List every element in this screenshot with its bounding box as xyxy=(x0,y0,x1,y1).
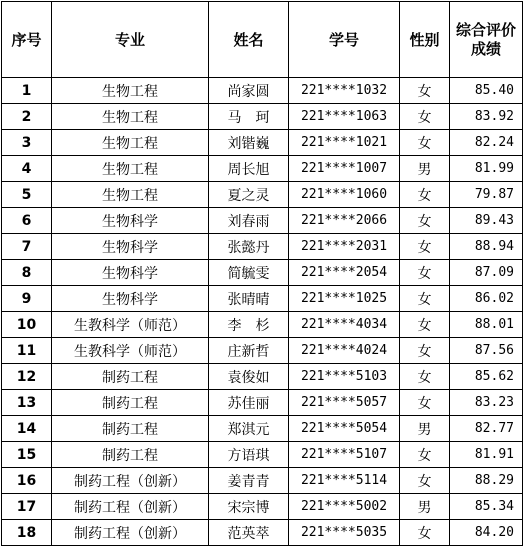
cell-name: 刘锴巍 xyxy=(209,130,289,156)
cell-seq: 8 xyxy=(2,260,52,286)
cell-gender: 男 xyxy=(400,416,450,442)
cell-score: 79.87 xyxy=(450,182,523,208)
cell-gender: 女 xyxy=(400,364,450,390)
cell-name: 苏佳丽 xyxy=(209,390,289,416)
cell-student-id: 221****5035 xyxy=(289,520,400,546)
cell-score: 82.77 xyxy=(450,416,523,442)
table-row xyxy=(2,390,523,416)
cell-gender: 女 xyxy=(400,260,450,286)
cell-gender: 女 xyxy=(400,208,450,234)
cell-gender: 女 xyxy=(400,78,450,104)
cell-gender: 女 xyxy=(400,234,450,260)
cell-seq: 7 xyxy=(2,234,52,260)
table-row xyxy=(2,208,523,234)
table-row xyxy=(2,182,523,208)
cell-seq: 11 xyxy=(2,338,52,364)
cell-major: 制药工程（创新） xyxy=(52,520,209,546)
cell-name: 李 杉 xyxy=(209,312,289,338)
cell-student-id: 221****5114 xyxy=(289,468,400,494)
cell-gender: 女 xyxy=(400,442,450,468)
cell-score: 87.09 xyxy=(450,260,523,286)
cell-score: 88.29 xyxy=(450,468,523,494)
table-row xyxy=(2,416,523,442)
table-row xyxy=(2,338,523,364)
cell-major: 制药工程 xyxy=(52,390,209,416)
cell-seq: 5 xyxy=(2,182,52,208)
cell-major: 生物科学 xyxy=(52,260,209,286)
cell-score: 81.99 xyxy=(450,156,523,182)
cell-student-id: 221****2031 xyxy=(289,234,400,260)
table-row xyxy=(2,520,523,546)
cell-major: 制药工程 xyxy=(52,442,209,468)
cell-major: 生物科学 xyxy=(52,234,209,260)
score-table xyxy=(1,1,523,546)
cell-name: 刘春雨 xyxy=(209,208,289,234)
header-row xyxy=(2,2,523,78)
table-row xyxy=(2,130,523,156)
cell-seq: 17 xyxy=(2,494,52,520)
cell-student-id: 221****5107 xyxy=(289,442,400,468)
cell-student-id: 221****2066 xyxy=(289,208,400,234)
table-row xyxy=(2,260,523,286)
cell-gender: 男 xyxy=(400,156,450,182)
cell-gender: 女 xyxy=(400,520,450,546)
cell-gender: 女 xyxy=(400,130,450,156)
table-row xyxy=(2,442,523,468)
cell-student-id: 221****5103 xyxy=(289,364,400,390)
cell-name: 袁俊如 xyxy=(209,364,289,390)
cell-score: 87.56 xyxy=(450,338,523,364)
cell-score: 85.62 xyxy=(450,364,523,390)
cell-score: 88.94 xyxy=(450,234,523,260)
cell-name: 尚家圆 xyxy=(209,78,289,104)
cell-name: 张懿丹 xyxy=(209,234,289,260)
table-row xyxy=(2,286,523,312)
table-row xyxy=(2,312,523,338)
cell-name: 夏之灵 xyxy=(209,182,289,208)
cell-major: 生教科学（师范） xyxy=(52,338,209,364)
cell-score: 88.01 xyxy=(450,312,523,338)
cell-name: 简毓雯 xyxy=(209,260,289,286)
cell-student-id: 221****4034 xyxy=(289,312,400,338)
cell-name: 宋宗博 xyxy=(209,494,289,520)
cell-gender: 男 xyxy=(400,494,450,520)
cell-seq: 16 xyxy=(2,468,52,494)
header-name: 姓名 xyxy=(209,2,289,78)
cell-name: 姜青青 xyxy=(209,468,289,494)
cell-major: 生物科学 xyxy=(52,286,209,312)
cell-name: 郑淇元 xyxy=(209,416,289,442)
cell-name: 范英萃 xyxy=(209,520,289,546)
cell-name: 周长旭 xyxy=(209,156,289,182)
cell-score: 84.20 xyxy=(450,520,523,546)
cell-student-id: 221****1032 xyxy=(289,78,400,104)
cell-student-id: 221****5057 xyxy=(289,390,400,416)
cell-major: 生物工程 xyxy=(52,78,209,104)
cell-seq: 15 xyxy=(2,442,52,468)
cell-student-id: 221****4024 xyxy=(289,338,400,364)
cell-major: 生教科学（师范） xyxy=(52,312,209,338)
cell-seq: 3 xyxy=(2,130,52,156)
cell-major: 生物工程 xyxy=(52,104,209,130)
cell-name: 方语琪 xyxy=(209,442,289,468)
cell-major: 生物科学 xyxy=(52,208,209,234)
cell-gender: 女 xyxy=(400,312,450,338)
cell-gender: 女 xyxy=(400,338,450,364)
table-row xyxy=(2,468,523,494)
cell-name: 马 珂 xyxy=(209,104,289,130)
cell-student-id: 221****1063 xyxy=(289,104,400,130)
table-row xyxy=(2,78,523,104)
table-row xyxy=(2,234,523,260)
cell-student-id: 221****2054 xyxy=(289,260,400,286)
cell-score: 85.34 xyxy=(450,494,523,520)
cell-student-id: 221****5002 xyxy=(289,494,400,520)
cell-seq: 13 xyxy=(2,390,52,416)
cell-score: 83.23 xyxy=(450,390,523,416)
cell-score: 81.91 xyxy=(450,442,523,468)
cell-major: 制药工程（创新） xyxy=(52,494,209,520)
cell-seq: 6 xyxy=(2,208,52,234)
cell-gender: 女 xyxy=(400,182,450,208)
cell-gender: 女 xyxy=(400,286,450,312)
cell-major: 制药工程 xyxy=(52,416,209,442)
cell-student-id: 221****1060 xyxy=(289,182,400,208)
table-row xyxy=(2,494,523,520)
cell-seq: 1 xyxy=(2,78,52,104)
cell-seq: 2 xyxy=(2,104,52,130)
table-row xyxy=(2,156,523,182)
header-student-id: 学号 xyxy=(289,2,400,78)
cell-major: 制药工程 xyxy=(52,364,209,390)
header-gender: 性别 xyxy=(400,2,450,78)
cell-student-id: 221****1007 xyxy=(289,156,400,182)
header-seq: 序号 xyxy=(2,2,52,78)
cell-student-id: 221****1021 xyxy=(289,130,400,156)
cell-gender: 女 xyxy=(400,390,450,416)
cell-score: 86.02 xyxy=(450,286,523,312)
cell-score: 83.92 xyxy=(450,104,523,130)
table-row xyxy=(2,104,523,130)
cell-student-id: 221****5054 xyxy=(289,416,400,442)
cell-gender: 女 xyxy=(400,468,450,494)
cell-seq: 10 xyxy=(2,312,52,338)
cell-major: 生物工程 xyxy=(52,130,209,156)
cell-gender: 女 xyxy=(400,104,450,130)
cell-name: 庄新哲 xyxy=(209,338,289,364)
cell-major: 生物工程 xyxy=(52,182,209,208)
cell-score: 85.40 xyxy=(450,78,523,104)
cell-major: 制药工程（创新） xyxy=(52,468,209,494)
cell-seq: 4 xyxy=(2,156,52,182)
header-major: 专业 xyxy=(52,2,209,78)
cell-score: 82.24 xyxy=(450,130,523,156)
cell-student-id: 221****1025 xyxy=(289,286,400,312)
cell-name: 张晴晴 xyxy=(209,286,289,312)
header-score: 综合评价成绩 xyxy=(450,2,523,78)
cell-seq: 9 xyxy=(2,286,52,312)
cell-seq: 14 xyxy=(2,416,52,442)
cell-seq: 18 xyxy=(2,520,52,546)
table-row xyxy=(2,364,523,390)
cell-major: 生物工程 xyxy=(52,156,209,182)
cell-score: 89.43 xyxy=(450,208,523,234)
cell-seq: 12 xyxy=(2,364,52,390)
